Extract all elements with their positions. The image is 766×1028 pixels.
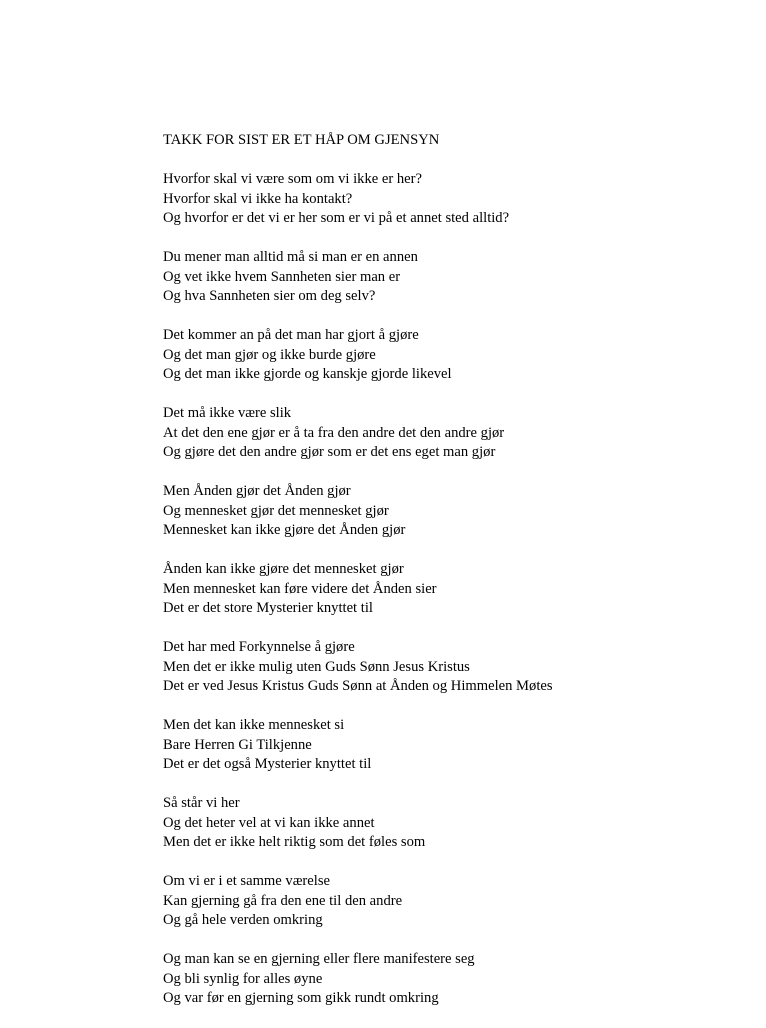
poem-line: Men mennesket kan føre videre det Ånden sier [163, 580, 437, 597]
poem-title: TAKK FOR SIST ER ET HÅP OM GJENSYN [163, 132, 440, 148]
poem-line: Og gjøre det den andre gjør som er det ens eget man gjør [163, 444, 496, 460]
poem-line: Og hva Sannheten sier om deg selv? [163, 288, 376, 304]
stanza-2 [163, 248, 553, 307]
stanza-6 [163, 560, 553, 619]
poem-line: Det er det også Mysterier knyttet til [163, 756, 372, 772]
stanza-7 [163, 638, 553, 697]
poem-line: Men det kan ikke mennesket si [163, 717, 345, 733]
poem-line: Så står vi her [163, 795, 240, 811]
poem-line: Men Ånden gjør det Ånden gjør [163, 483, 351, 499]
poem-line: Kan gjerning gå fra den ene til den andre [163, 892, 403, 909]
poem-line: At det den ene gjør er å ta fra den andre det den andre gjør [163, 424, 505, 441]
stanza-3 [163, 326, 553, 385]
poem-line: Og vet ikke hvem Sannheten sier man er [163, 268, 401, 285]
poem [163, 131, 553, 1028]
poem-line: Bare Herren Gi Tilkjenne [163, 736, 312, 753]
poem-line: Og man kan se en gjerning eller flere manifestere seg [163, 951, 475, 967]
poem-line: Hvorfor skal vi være som om vi ikke er her? [163, 171, 422, 187]
poem-line: Det kommer an på det man har gjort å gjøre [163, 327, 419, 343]
poem-line: Og mennesket gjør det mennesket gjør [163, 502, 389, 519]
poem-line: Og bli synlig for alles øyne [163, 970, 323, 987]
poem-line: Men det er ikke mulig uten Guds Sønn Jesus Kristus [163, 658, 470, 675]
stanza-4 [163, 404, 553, 463]
poem-line: Det er ved Jesus Kristus Guds Sønn at Ånden og Himmelen Møtes [163, 678, 553, 694]
poem-line: Du mener man alltid må si man er en annen [163, 249, 418, 265]
poem-line: Og hvorfor er det vi er her som er vi på et annet sted alltid? [163, 210, 510, 226]
poem-line: Det er det store Mysterier knyttet til [163, 600, 373, 616]
poem-line: Men det er ikke helt riktig som det føles som [163, 834, 426, 850]
poem-line: Og gå hele verden omkring [163, 912, 323, 928]
stanza-5 [163, 482, 553, 541]
poem-line: Og det heter vel at vi kan ikke annet [163, 814, 375, 831]
poem-line: Hvorfor skal vi ikke ha kontakt? [163, 190, 353, 207]
poem-line: Det må ikke være slik [163, 405, 292, 421]
poem-line: Og det man gjør og ikke burde gjøre [163, 346, 376, 363]
poem-line: Mennesket kan ikke gjøre det Ånden gjør [163, 522, 406, 538]
stanza-10 [163, 872, 553, 931]
poem-line: Ånden kan ikke gjøre det mennesket gjør [163, 561, 404, 577]
stanza-1 [163, 170, 553, 229]
stanza-9 [163, 794, 553, 853]
stanza-11 [163, 950, 553, 1009]
poem-line: Det har med Forkynnelse å gjøre [163, 639, 355, 655]
poem-line: Om vi er i et samme værelse [163, 873, 330, 889]
poem-line: Og det man ikke gjorde og kanskje gjorde likevel [163, 366, 452, 382]
stanza-8 [163, 716, 553, 775]
poem-line: Og var før en gjerning som gikk rundt omkring [163, 990, 439, 1006]
